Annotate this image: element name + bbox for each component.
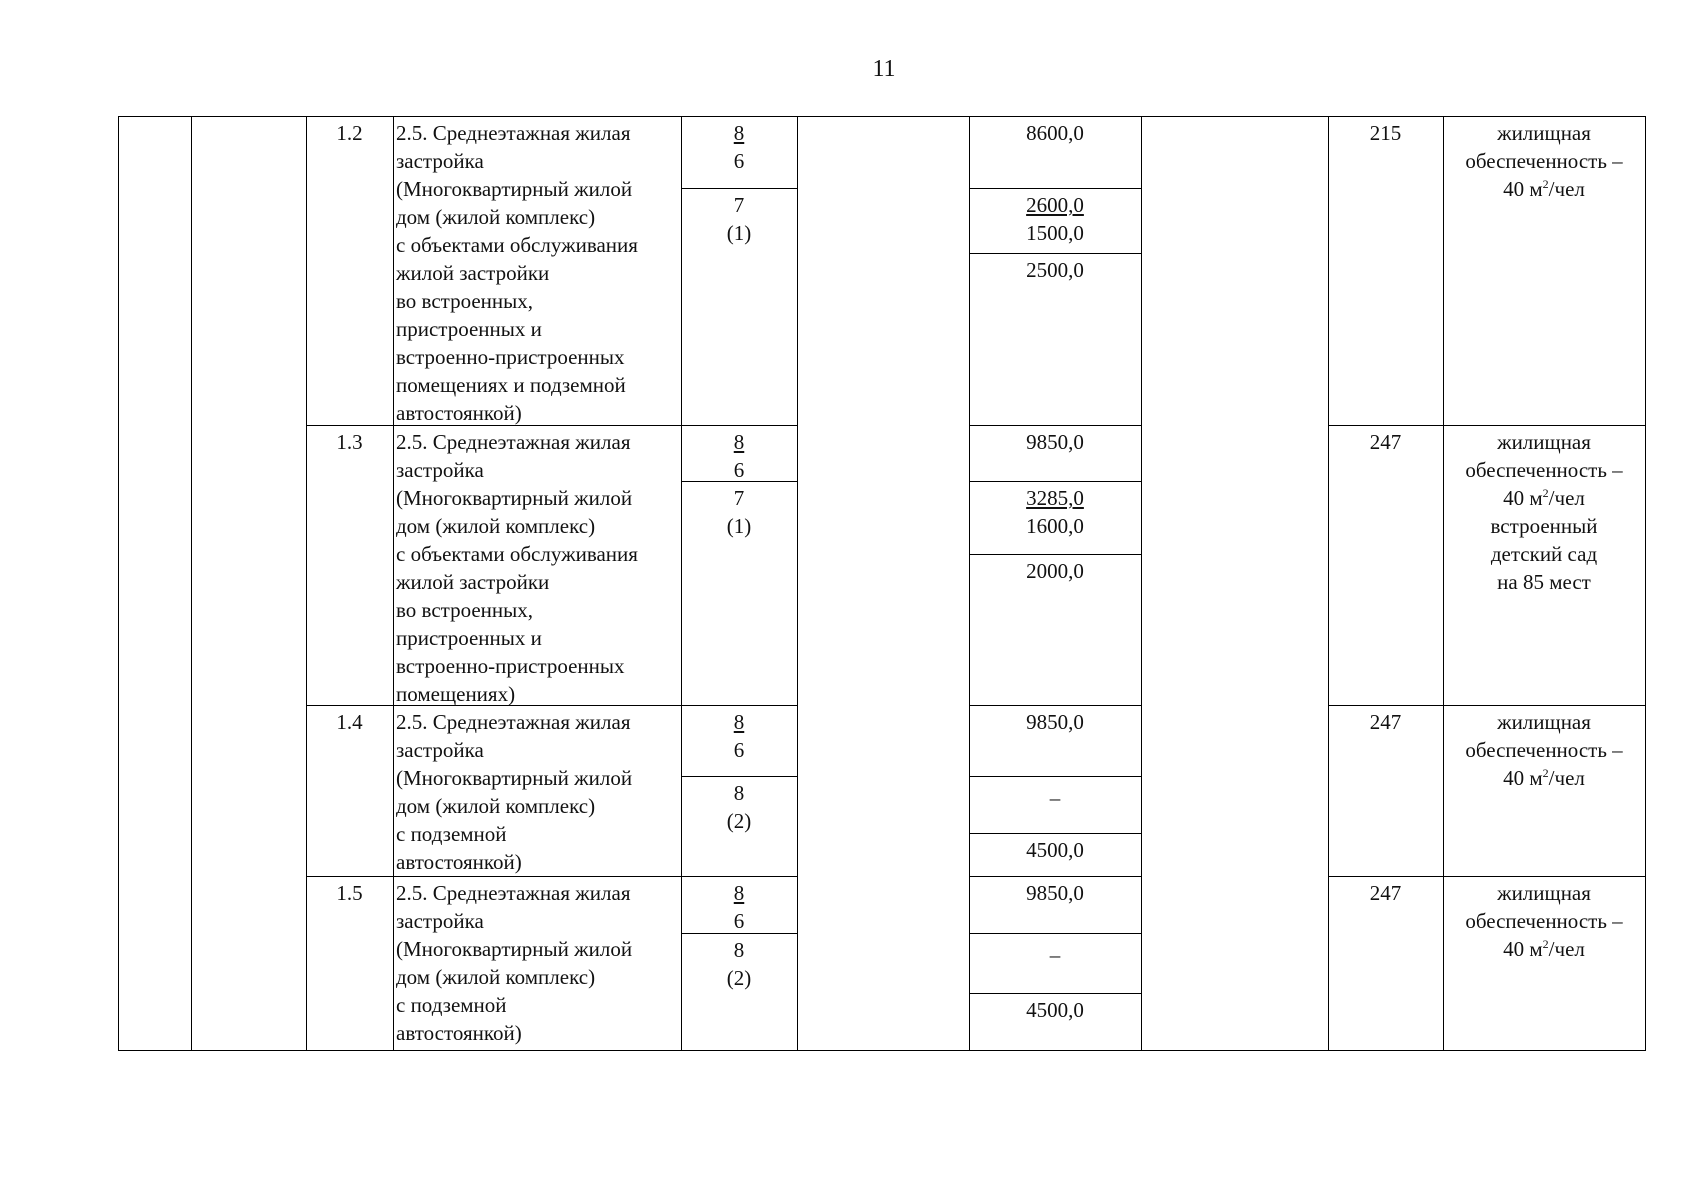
row-number: 1.5 [336, 881, 363, 905]
row-separator [1328, 425, 1645, 426]
floors-min: 6 [733, 909, 745, 933]
underground-floors: (1) [726, 514, 752, 538]
area-subcell-border [969, 933, 1141, 934]
area-built-in-none: – [1049, 786, 1061, 810]
area-subcell-border [969, 776, 1141, 777]
area-subcell-border [969, 481, 1141, 482]
area-subcell-border [969, 188, 1141, 189]
floors-max: 8 [733, 121, 745, 145]
row-description-line: (Многоквартирный жилой [396, 766, 633, 790]
area-subcell-border [969, 993, 1141, 994]
area-built-in-none: – [1049, 943, 1061, 967]
row-separator [969, 876, 1141, 877]
note-unit: /чел [1548, 937, 1585, 961]
area-subcell-border [969, 554, 1141, 555]
note-line: на 85 мест [1497, 570, 1591, 594]
note-value: 40 м [1503, 766, 1543, 790]
note-line: жилищная [1497, 710, 1591, 734]
row-description-line: 2.5. Среднеэтажная жилая [396, 430, 631, 454]
column-border [1328, 116, 1329, 1051]
row-description-line: встроенно-пристроенных [396, 654, 625, 678]
note-superscript: 2 [1542, 766, 1549, 780]
column-border [1141, 116, 1142, 1051]
note-line [1443, 935, 1645, 963]
note-value: 40 м [1503, 486, 1543, 510]
note-line: обеспеченность – [1465, 149, 1623, 173]
column-border [393, 116, 394, 1051]
note-superscript: 2 [1542, 486, 1549, 500]
residents-count: 247 [1369, 881, 1402, 905]
area-total: 9850,0 [1026, 881, 1084, 905]
floors-subcell-border [681, 188, 797, 189]
row-separator [1328, 876, 1645, 877]
row-description-line: встроенно-пристроенных [396, 345, 625, 369]
note-line: жилищная [1497, 430, 1591, 454]
floors-min: 6 [733, 149, 745, 173]
area-built-in: 3285,0 [1026, 486, 1084, 510]
note-line: детский сад [1490, 542, 1598, 566]
area-total: 9850,0 [1026, 710, 1084, 734]
row-description-line: дом (жилой комплекс) [396, 794, 596, 818]
underground-floors: (1) [726, 221, 752, 245]
row-description-line: застройка [396, 458, 484, 482]
row-description-line: дом (жилой комплекс) [396, 965, 596, 989]
note-line: обеспеченность – [1465, 909, 1623, 933]
row-description-line: с объектами обслуживания [396, 542, 638, 566]
note-line [1443, 175, 1645, 203]
row-number: 1.4 [336, 710, 363, 734]
column-border [1645, 116, 1646, 1051]
row-separator [1328, 705, 1645, 706]
residents-count: 247 [1369, 710, 1402, 734]
row-description-line: 2.5. Среднеэтажная жилая [396, 121, 631, 145]
row-description-line: дом (жилой комплекс) [396, 514, 596, 538]
area-built-in: 2600,0 [1026, 193, 1084, 217]
note-unit: /чел [1548, 766, 1585, 790]
row-description-line: автостоянкой) [396, 1021, 522, 1045]
floors-max: 8 [733, 430, 745, 454]
area-service: 1500,0 [1026, 221, 1084, 245]
row-description-line: 2.5. Среднеэтажная жилая [396, 881, 631, 905]
floors-min: 6 [733, 738, 745, 762]
note-line [1443, 484, 1645, 512]
note-line: жилищная [1497, 121, 1591, 145]
row-description-line: жилой застройки [396, 261, 550, 285]
area-parking: 2000,0 [1026, 559, 1084, 583]
column-border [118, 116, 119, 1051]
row-description-line: (Многоквартирный жилой [396, 486, 633, 510]
row-description-line: автостоянкой) [396, 850, 522, 874]
table-top-border [118, 116, 1645, 117]
row-description-line: во встроенных, [396, 289, 533, 313]
area-subcell-border [969, 253, 1141, 254]
zoning-table [118, 116, 1646, 1050]
note-line [1443, 764, 1645, 792]
underground-floors: (2) [726, 966, 752, 990]
residents-count: 247 [1369, 430, 1402, 454]
area-parking: 4500,0 [1026, 998, 1084, 1022]
column-border [797, 116, 798, 1051]
row-separator [969, 425, 1141, 426]
floors-min: 6 [733, 458, 745, 482]
row-description-line: помещениях) [396, 682, 516, 706]
area-total: 8600,0 [1026, 121, 1084, 145]
row-number: 1.3 [336, 430, 363, 454]
row-description-line: застройка [396, 909, 484, 933]
row-description-line: пристроенных и [396, 317, 542, 341]
note-line: обеспеченность – [1465, 738, 1623, 762]
floors-alt: 7 [733, 193, 745, 217]
row-description-line: дом (жилой комплекс) [396, 205, 596, 229]
area-parking: 4500,0 [1026, 838, 1084, 862]
row-description-line: (Многоквартирный жилой [396, 937, 633, 961]
floors-subcell-border [681, 776, 797, 777]
note-unit: /чел [1548, 486, 1585, 510]
note-superscript: 2 [1542, 937, 1549, 951]
column-border [191, 116, 192, 1051]
note-line: жилищная [1497, 881, 1591, 905]
row-description-line: с подземной [396, 993, 507, 1017]
row-description-line: с подземной [396, 822, 507, 846]
row-separator [969, 705, 1141, 706]
note-unit: /чел [1548, 177, 1585, 201]
floors-max: 8 [733, 881, 745, 905]
row-description-line: с объектами обслуживания [396, 233, 638, 257]
floors-alt: 8 [733, 781, 745, 805]
row-description-line: помещениях и подземной [396, 373, 626, 397]
row-description-line: автостоянкой) [396, 401, 522, 425]
floors-max: 8 [733, 710, 745, 734]
column-border [306, 116, 307, 1051]
area-total: 9850,0 [1026, 430, 1084, 454]
note-line: обеспеченность – [1465, 458, 1623, 482]
row-description-line: застройка [396, 738, 484, 762]
floors-alt: 7 [733, 486, 745, 510]
area-subcell-border [969, 833, 1141, 834]
row-description-line: (Многоквартирный жилой [396, 177, 633, 201]
area-service: 1600,0 [1026, 514, 1084, 538]
row-description-line: жилой застройки [396, 570, 550, 594]
row-number: 1.2 [336, 121, 363, 145]
residents-count: 215 [1369, 121, 1402, 145]
row-separator [306, 876, 797, 877]
row-description-line: застройка [396, 149, 484, 173]
table-bottom-border [118, 1050, 1646, 1051]
area-parking: 2500,0 [1026, 258, 1084, 282]
note-value: 40 м [1503, 177, 1543, 201]
note-line: встроенный [1490, 514, 1598, 538]
page-number: 11 [872, 56, 896, 82]
row-description-line: во встроенных, [396, 598, 533, 622]
row-description-line: 2.5. Среднеэтажная жилая [396, 710, 631, 734]
underground-floors: (2) [726, 809, 752, 833]
row-description-line: пристроенных и [396, 626, 542, 650]
floors-alt: 8 [733, 938, 745, 962]
note-superscript: 2 [1542, 177, 1549, 191]
note-value: 40 м [1503, 937, 1543, 961]
